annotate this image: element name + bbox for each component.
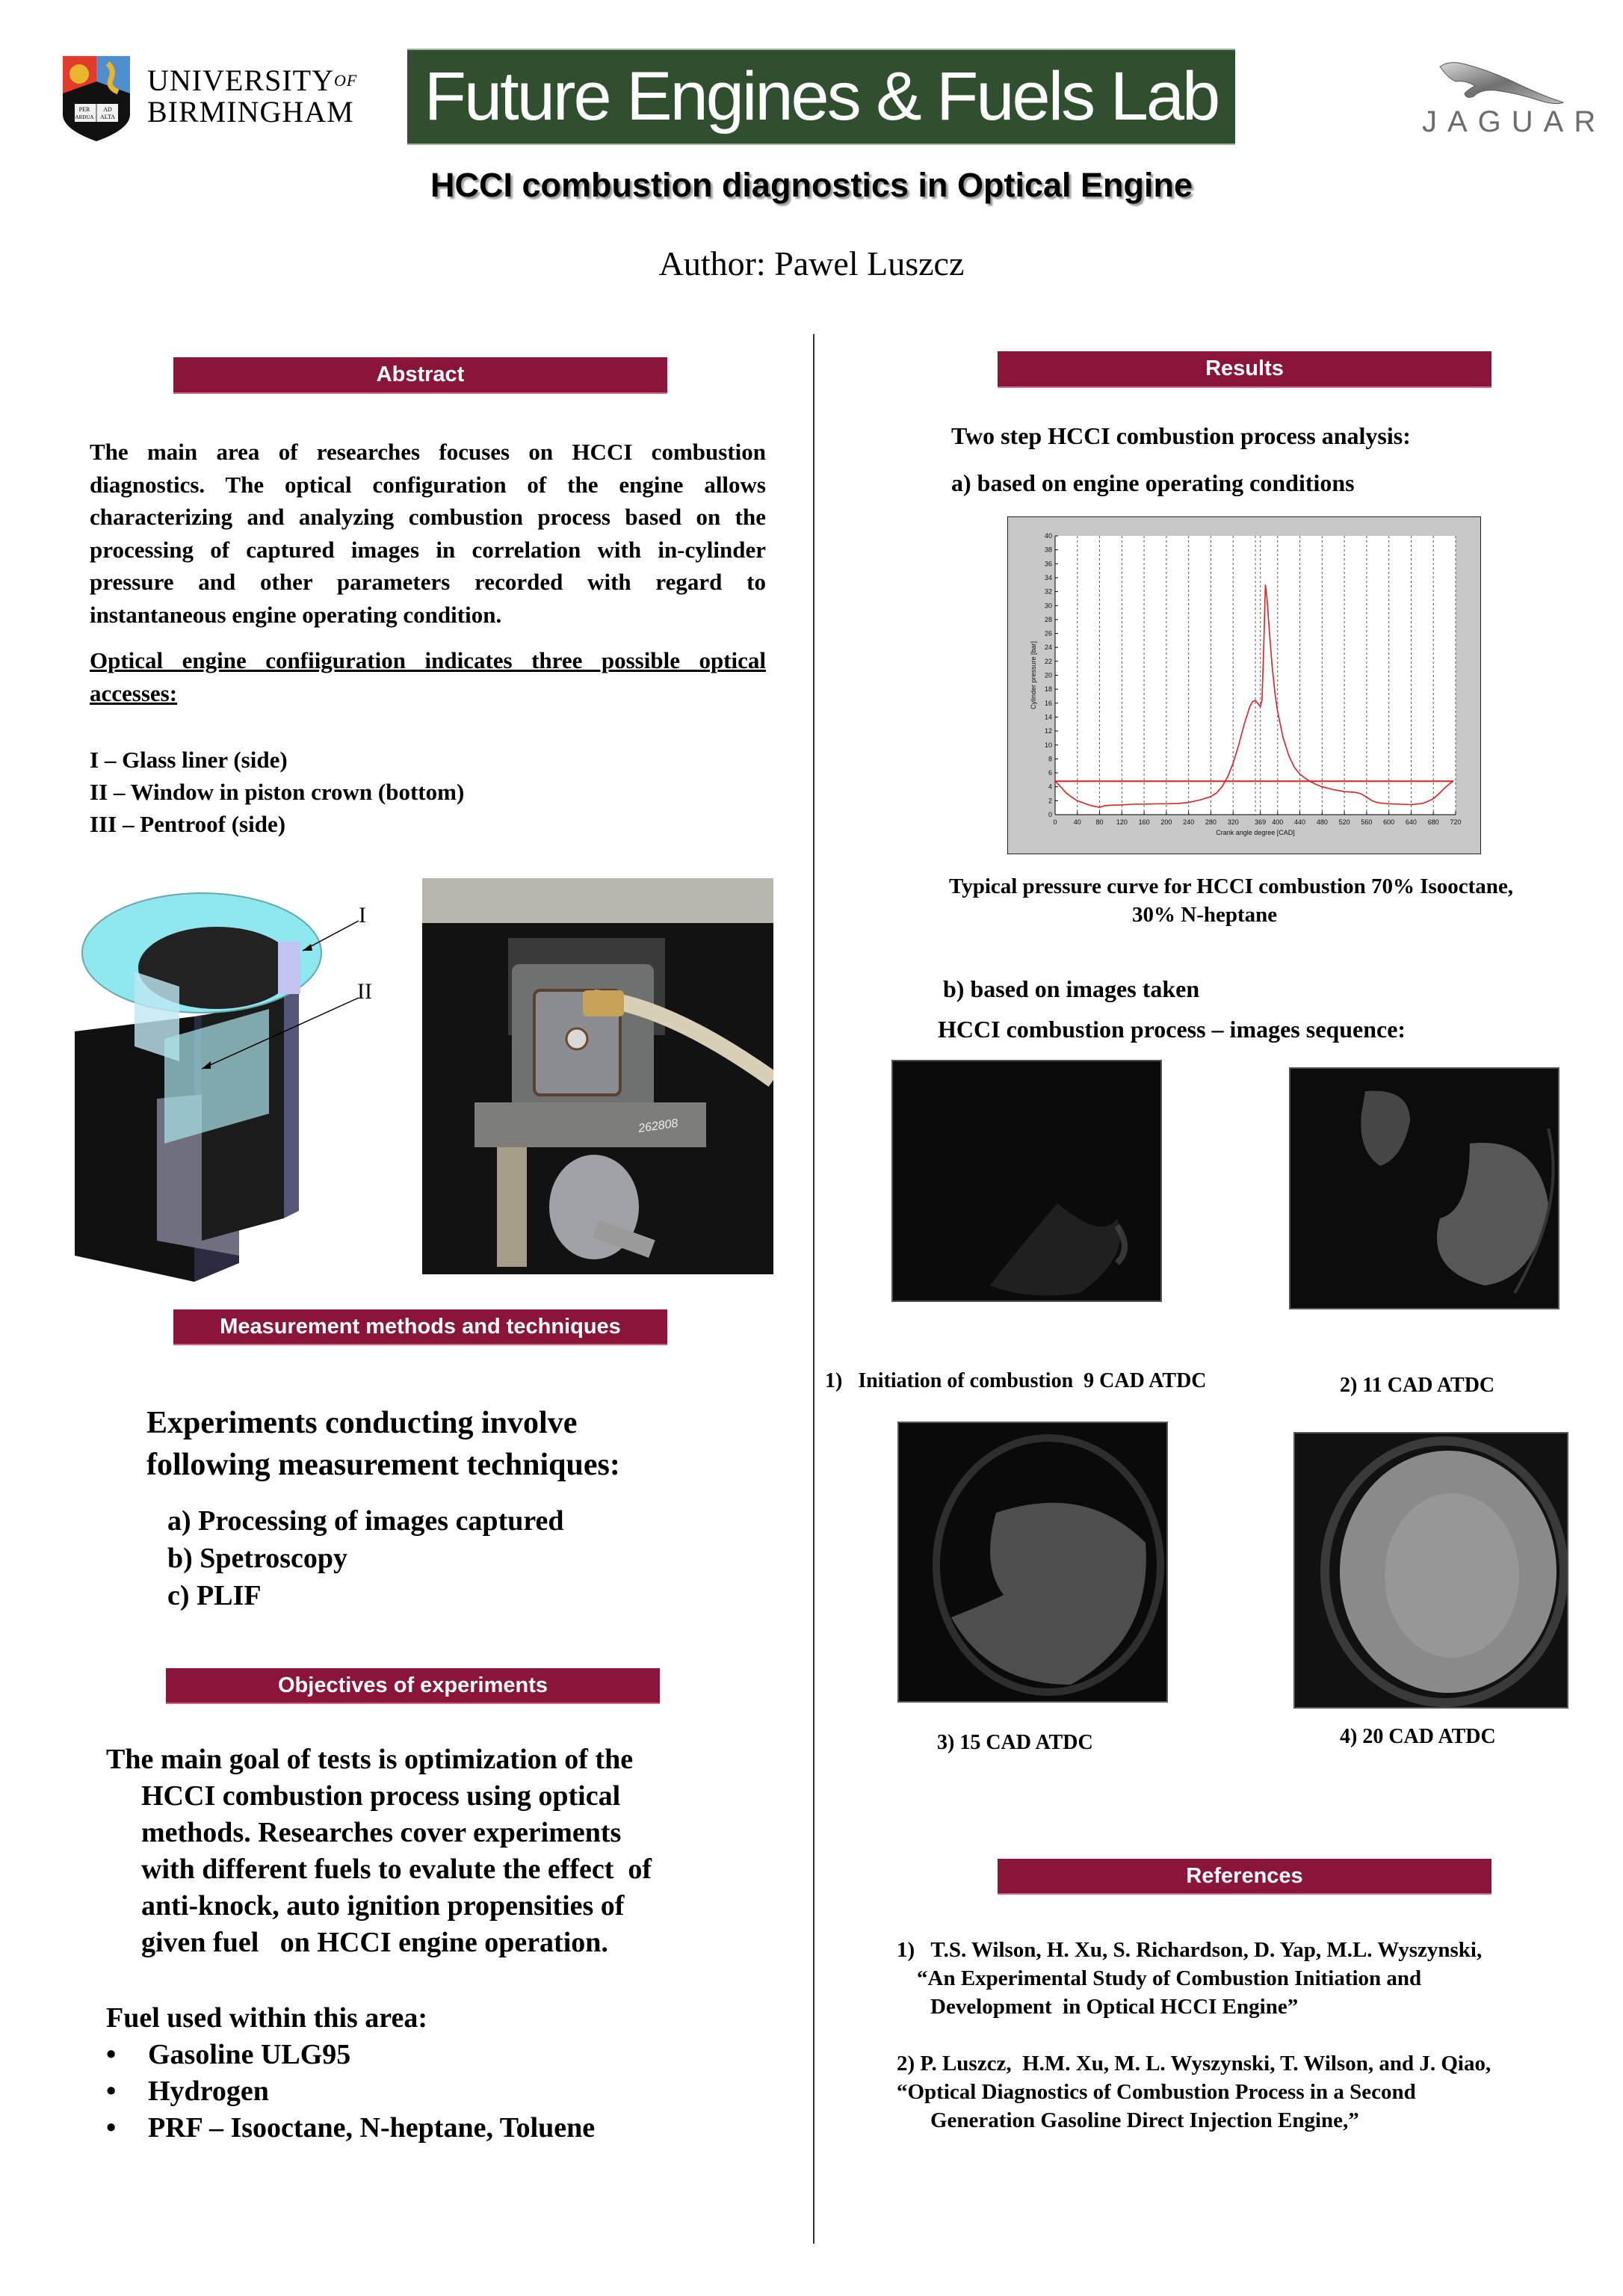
y-tick-label: 34 (1044, 573, 1052, 581)
y-tick-label: 16 (1044, 699, 1052, 707)
y-tick-label: 8 (1048, 755, 1052, 763)
reference-item-1 (897, 1936, 1482, 2021)
combustion-image-1 (891, 1060, 1162, 1302)
svg-text:AD: AD (103, 106, 112, 113)
university-logo (61, 55, 358, 144)
references-heading (998, 1859, 1491, 1895)
optical-access-list (90, 744, 464, 840)
x-tick-label: 440 (1294, 818, 1306, 826)
diagram-label-I: I (359, 903, 366, 928)
combustion-frame-icon (1295, 1434, 1567, 1707)
x-tick-label: 680 (1427, 818, 1439, 826)
bullet-icon: • (106, 2039, 117, 2070)
chart-caption-line1: Typical pressure curve for HCCI combustion 70% Isooctane, (949, 874, 1514, 898)
combustion-caption-3: 3) 15 CAD ATDC (937, 1731, 1093, 1754)
y-tick-label: 14 (1044, 713, 1052, 721)
university-name-line2: BIRMINGHAM (147, 95, 354, 129)
reference-2-line2: “Optical Diagnostics of Combustion Process in a Second (897, 2080, 1416, 2104)
author-line: Author: Pawel Luszcz (658, 244, 965, 283)
results-heading-label: Results (1205, 357, 1284, 380)
optical-config-intro: Optical engine confiiguration indicates three possible optical accesses: (90, 647, 766, 706)
svg-text:ARDUA: ARDUA (75, 114, 94, 120)
y-tick-label: 28 (1044, 615, 1052, 623)
goal-line: given fuel on HCCI engine operation. (141, 1927, 608, 1958)
x-tick-label: 40 (1073, 818, 1081, 826)
x-tick-label: 720 (1450, 818, 1462, 826)
combustion-image-2 (1289, 1067, 1559, 1309)
reference-2-line3: Generation Gasoline Direct Injection Engine,” (930, 2108, 1359, 2132)
y-tick-label: 18 (1044, 685, 1052, 694)
technique-item: c) PLIF (167, 1580, 262, 1611)
reference-2-line1: 2) P. Luszcz, H.M. Xu, M. L. Wyszynski, T. Wilson, and J. Qiao, (897, 2052, 1491, 2076)
y-tick-label: 12 (1044, 727, 1052, 735)
abstract-heading (173, 357, 667, 394)
combustion-frame-icon (899, 1423, 1166, 1701)
fuel-heading: Fuel used within this area: (106, 2002, 428, 2034)
university-name-of: OF (333, 71, 358, 90)
lab-banner-title: Future Engines & Fuels Lab (424, 58, 1219, 135)
optical-access-item: III – Pentroof (side) (90, 811, 286, 837)
svg-text:262808: 262808 (637, 1117, 679, 1135)
reference-1-line3: Development in Optical HCCI Engine” (930, 1995, 1299, 2019)
results-part-b: b) based on images taken (943, 975, 1200, 1002)
objectives-heading (166, 1668, 660, 1704)
combustion-frame-icon (893, 1061, 1160, 1300)
results-heading (998, 351, 1491, 388)
x-tick-label: 600 (1383, 818, 1395, 826)
university-crest-icon (61, 55, 132, 143)
fuel-list (106, 2037, 595, 2147)
goal-line: with different fuels to evalute the effect of (141, 1854, 652, 1885)
lab-banner (407, 49, 1235, 145)
combustion-caption-2: 2) 11 CAD ATDC (1340, 1374, 1495, 1397)
technique-item: a) Processing of images captured (167, 1505, 564, 1537)
combustion-frame-icon (1290, 1069, 1558, 1308)
y-tick-label: 40 (1044, 532, 1052, 540)
combustion-image-3 (897, 1422, 1168, 1703)
column-divider (813, 334, 814, 2244)
goal-line: methods. Researches cover experiments (141, 1817, 622, 1848)
combustion-caption-1: 1) Initiation of combustion 9 CAD ATDC (825, 1369, 1207, 1392)
reference-1-line2: “An Experimental Study of Combustion Initiation and (917, 1966, 1422, 1990)
fuel-item-label: Gasoline ULG95 (148, 2039, 351, 2070)
technique-list (167, 1502, 564, 1614)
jaguar-wordmark: JAGUAR (1422, 105, 1607, 138)
x-tick-label: 520 (1338, 818, 1350, 826)
optical-access-item: II – Window in piston crown (bottom) (90, 779, 465, 805)
technique-item: b) Spetroscopy (167, 1543, 348, 1574)
y-tick-label: 4 (1048, 783, 1052, 791)
x-tick-label: 400 (1272, 818, 1284, 826)
x-tick-label: 0 (1053, 818, 1057, 826)
abstract-paragraph: The main area of researches focuses on HCCI combustion diagnostics. The optical configuration of the engine allows characterizing and analyzing combustion process based on the processing of captured images in correlation with in-cylinder pressure and other parameters recorded with regard to instantaneous engine operating condition. (90, 439, 766, 628)
abstract-heading-label: Abstract (376, 362, 465, 386)
pressure-chart-svg (1007, 516, 1481, 854)
results-part-a: a) based on engine operating conditions (951, 469, 1355, 496)
jaguar-leaper-icon (1409, 56, 1580, 108)
reference-1-line1: 1) T.S. Wilson, H. Xu, S. Richardson, D. Yap, M.L. Wyszynski, (897, 1938, 1483, 1962)
goal-line: anti-knock, auto ignition propensities of (141, 1890, 625, 1922)
x-tick-label: 560 (1361, 818, 1373, 826)
x-axis-label: Crank angle degree [CAD] (1216, 829, 1295, 836)
university-name-line1: UNIVERSITY (147, 64, 334, 97)
fuel-item (106, 2037, 595, 2073)
chart-caption-line2: 30% N-heptane (1132, 903, 1278, 927)
y-tick-label: 24 (1044, 644, 1052, 652)
measurement-heading-label: Measurement methods and techniques (220, 1314, 621, 1339)
y-tick-label: 2 (1048, 797, 1052, 805)
measurement-heading (173, 1309, 667, 1345)
x-tick-label: 280 (1205, 818, 1217, 826)
y-tick-label: 32 (1044, 587, 1052, 596)
bullet-icon: • (106, 2076, 117, 2107)
x-tick-label: 640 (1405, 818, 1417, 826)
x-tick-label: 369 (1255, 818, 1267, 826)
y-tick-label: 0 (1048, 811, 1052, 818)
goal-line: HCCI combustion process using optical (141, 1780, 621, 1812)
combustion-image-4 (1293, 1432, 1568, 1709)
jaguar-logo (1409, 56, 1607, 142)
measurement-intro-line1: Experiments conducting involve (146, 1406, 578, 1440)
y-axis-label: Cylinder pressure [bar] (1030, 641, 1037, 710)
bullet-icon: • (106, 2112, 117, 2144)
optical-engine-photo (422, 878, 773, 1274)
y-tick-label: 22 (1044, 657, 1052, 665)
optical-access-item: I – Glass liner (side) (90, 747, 288, 773)
y-tick-label: 26 (1044, 629, 1052, 638)
y-tick-label: 36 (1044, 560, 1052, 568)
x-tick-label: 80 (1095, 818, 1104, 826)
cylinder-diagram-icon (45, 867, 389, 1286)
y-tick-label: 38 (1044, 546, 1052, 554)
x-tick-label: 480 (1316, 818, 1328, 826)
fuel-item (106, 2073, 595, 2110)
fuel-item-label: Hydrogen (148, 2076, 269, 2107)
combustion-caption-4: 4) 20 CAD ATDC (1340, 1725, 1496, 1748)
objectives-goal (106, 1741, 652, 1961)
results-intro: Two step HCCI combustion process analysis: (951, 422, 1411, 449)
measurement-intro (146, 1402, 620, 1486)
x-tick-label: 120 (1116, 818, 1128, 826)
fuel-item-label: PRF – Isooctane, N-heptane, Toluene (148, 2112, 596, 2144)
diagram-label-II: II (357, 979, 372, 1004)
x-tick-label: 200 (1160, 818, 1172, 826)
measurement-intro-line2: following measurement techniques: (146, 1448, 620, 1482)
fuel-item (106, 2110, 595, 2147)
sequence-title: HCCI combustion process – images sequence: (938, 1016, 1406, 1043)
svg-text:ALTA: ALTA (100, 114, 115, 120)
y-tick-label: 10 (1044, 741, 1052, 749)
cylinder-cutaway-diagram (45, 867, 389, 1286)
svg-text:PER: PER (78, 106, 90, 113)
y-tick-label: 6 (1048, 769, 1052, 777)
engine-photo-icon (422, 878, 773, 1274)
y-tick-label: 30 (1044, 602, 1052, 610)
x-tick-label: 320 (1227, 818, 1239, 826)
objectives-heading-label: Objectives of experiments (277, 1673, 548, 1697)
y-tick-label: 20 (1044, 671, 1052, 679)
x-tick-label: 160 (1138, 818, 1150, 826)
x-tick-label: 240 (1183, 818, 1195, 826)
page-title: HCCI combustion diagnostics in Optical Engine (430, 166, 1193, 204)
goal-line: The main goal of tests is optimization of the (106, 1744, 634, 1775)
pressure-chart (1007, 516, 1481, 854)
references-heading-label: References (1186, 1863, 1303, 1888)
reference-item-2 (897, 2049, 1491, 2135)
